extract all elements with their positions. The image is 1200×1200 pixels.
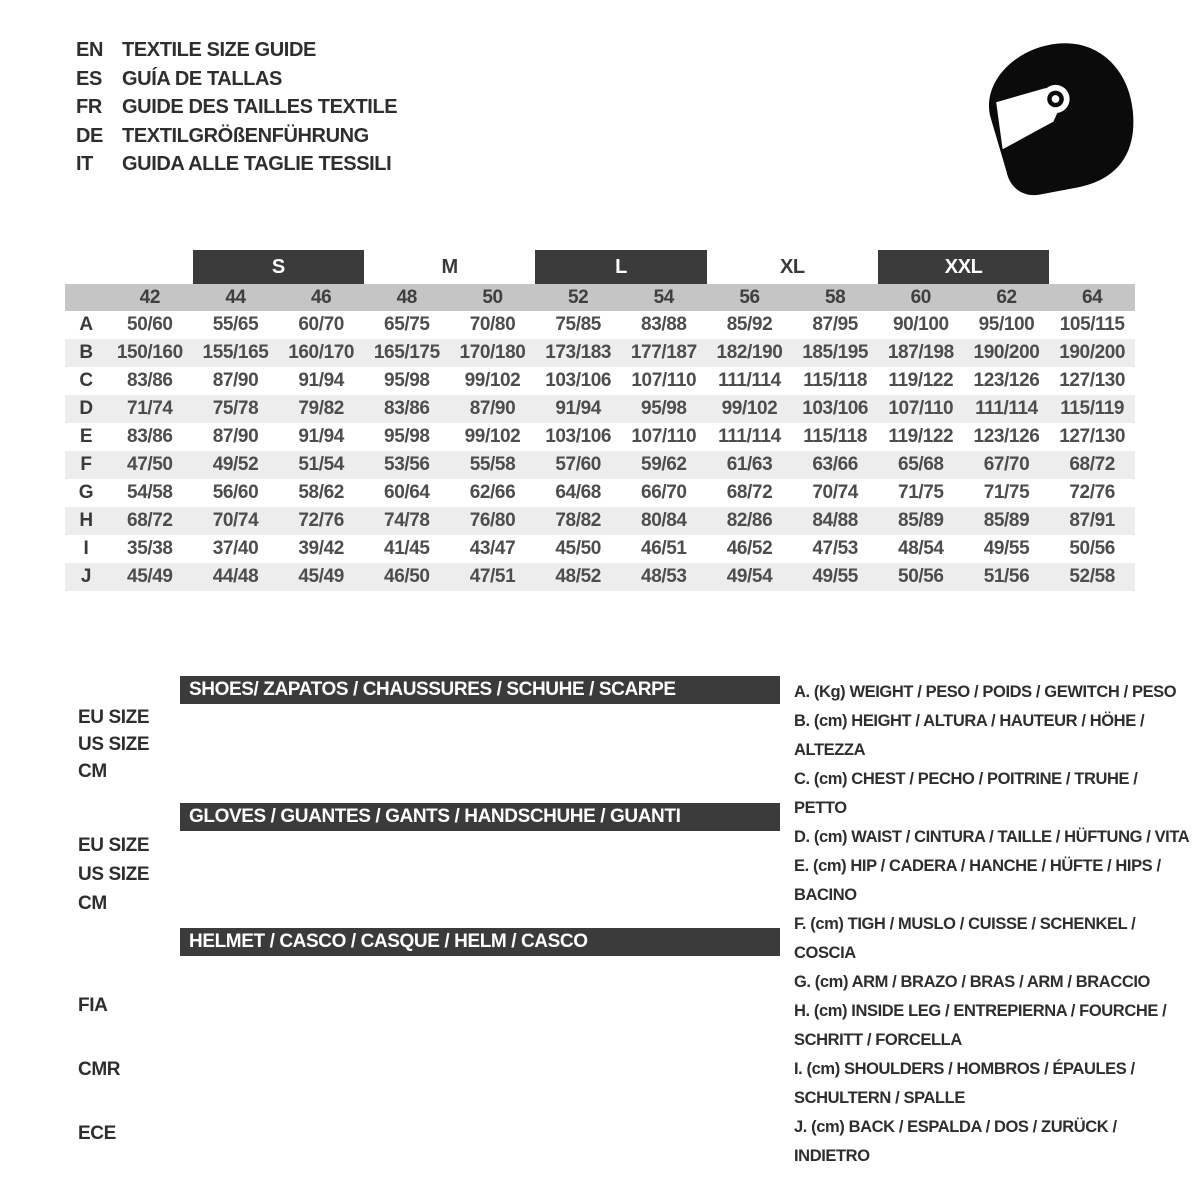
size-value-cell: 49/54 <box>726 566 773 587</box>
language-list <box>76 36 397 179</box>
table-row <box>65 1086 780 1118</box>
helmet-table-rows <box>65 958 780 1150</box>
racing-helmet-icon <box>970 28 1148 208</box>
size-value-cell: 39/42 <box>298 538 344 559</box>
size-value-cell: 48/53 <box>641 566 687 587</box>
size-value-cell: 71/74 <box>127 398 173 419</box>
size-value-cell: 155/165 <box>202 342 269 363</box>
size-value-cell: 87/90 <box>212 426 259 447</box>
size-value-cell: 91/94 <box>298 426 344 447</box>
table-row <box>65 451 1135 479</box>
size-value-cell: 61/63 <box>726 454 773 475</box>
size-value-cell: 49/52 <box>212 454 259 475</box>
table-row <box>65 563 1135 591</box>
row-label <box>65 958 180 990</box>
size-value-cell: 68/72 <box>1069 454 1115 475</box>
size-value-cell: 123/126 <box>973 370 1040 391</box>
size-value-cell: 119/122 <box>888 426 954 447</box>
size-header-cell: 44 <box>225 286 246 308</box>
language-row <box>76 36 397 65</box>
textile-size-table <box>65 250 1135 591</box>
row-letter: H <box>79 510 93 531</box>
size-value-cell: 107/110 <box>631 426 697 447</box>
legend-item: G. (cm) ARM / BRAZO / BRAS / ARM / BRACCIO <box>794 973 1150 991</box>
legend-item: E. (cm) HIP / CADERA / HANCHE / HÜFTE / HIPS / BACINO <box>794 857 1161 904</box>
size-value-cell: 111/114 <box>718 426 781 447</box>
size-header-cell: 46 <box>310 286 332 308</box>
gloves-table-title: GLOVES / GUANTES / GANTS / HANDSCHUHE / GUANTI <box>180 803 780 831</box>
size-value-cell: 87/91 <box>1069 510 1115 531</box>
row-label <box>65 1022 180 1054</box>
size-value-cell: 160/170 <box>288 342 355 363</box>
size-value-cell: 68/72 <box>726 482 773 503</box>
size-header-cell: 42 <box>139 286 160 308</box>
size-value-cell: 60/64 <box>384 482 430 503</box>
size-value-cell: 60/70 <box>298 314 344 335</box>
row-letter: I <box>83 538 89 559</box>
size-value-cell: 44/48 <box>212 566 259 587</box>
size-value-cell: 41/45 <box>384 538 430 559</box>
size-value-cell: 95/98 <box>384 426 430 447</box>
row-letter: A <box>79 314 93 335</box>
size-value-cell: 49/55 <box>983 538 1030 559</box>
table-row <box>65 367 1135 395</box>
size-number-header-row <box>65 284 1135 311</box>
shoes-table-title: SHOES/ ZAPATOS / CHAUSSURES / SCHUHE / SCARPE <box>180 676 780 704</box>
size-value-cell: 48/54 <box>898 538 944 559</box>
language-title: GUÍA DE TALLAS <box>122 67 282 90</box>
size-value-cell: 119/122 <box>888 370 954 391</box>
language-row <box>76 150 397 179</box>
size-value-cell: 52/58 <box>1069 566 1115 587</box>
row-letter: G <box>78 482 94 503</box>
size-value-cell: 47/51 <box>469 566 516 587</box>
table-row <box>65 731 780 758</box>
size-value-cell: 70/80 <box>469 314 516 335</box>
row-label: US SIZE <box>78 863 150 885</box>
size-value-cell: 87/90 <box>212 370 259 391</box>
size-value-cell: 95/98 <box>384 370 430 391</box>
row-label: US SIZE <box>78 733 150 755</box>
table-row <box>65 339 1135 367</box>
row-label: CMR <box>78 1059 121 1080</box>
size-value-cell: 46/51 <box>641 538 687 559</box>
textile-size-rows <box>65 311 1135 591</box>
helmet-table-title: HELMET / CASCO / CASQUE / HELM / CASCO <box>180 928 780 956</box>
size-value-cell: 115/118 <box>803 426 868 447</box>
language-title: GUIDE DES TAILLES TEXTILE <box>122 96 398 118</box>
size-value-cell: 65/68 <box>898 454 944 475</box>
size-value-cell: 64/68 <box>555 482 601 503</box>
size-value-cell: 47/53 <box>812 538 858 559</box>
size-value-cell: 80/84 <box>641 510 687 531</box>
size-value-cell: 72/76 <box>1069 482 1115 503</box>
size-band-label: S <box>193 250 364 284</box>
language-title: GUIDA ALLE TAGLIE TESSILI <box>122 153 392 175</box>
size-value-cell: 83/86 <box>127 426 173 447</box>
table-row <box>65 1022 780 1054</box>
size-header-cell: 60 <box>910 286 931 308</box>
size-header-cell: 52 <box>567 286 589 308</box>
measurement-legend <box>794 678 1192 1171</box>
row-label: ECE <box>78 1123 116 1144</box>
size-value-cell: 59/62 <box>641 454 687 475</box>
size-value-cell: 85/89 <box>983 510 1030 531</box>
table-row <box>65 395 1135 423</box>
size-value-cell: 190/200 <box>973 342 1040 363</box>
size-value-cell: 46/52 <box>726 538 773 559</box>
table-row <box>65 958 780 990</box>
size-value-cell: 62/66 <box>469 482 516 503</box>
size-value-cell: 83/88 <box>641 314 687 335</box>
size-value-cell: 58/62 <box>298 482 344 503</box>
size-value-cell: 68/72 <box>127 510 173 531</box>
legend-item: B. (cm) HEIGHT / ALTURA / HAUTEUR / HÖHE / ALTEZZA <box>794 712 1145 759</box>
table-row <box>65 831 780 860</box>
language-code: DE <box>76 124 103 147</box>
row-label <box>65 1086 180 1118</box>
size-value-cell: 177/187 <box>630 342 697 363</box>
language-row <box>76 122 397 151</box>
language-code: FR <box>76 96 102 118</box>
table-row <box>65 507 1135 535</box>
size-value-cell: 82/86 <box>726 510 773 531</box>
row-label: FIA <box>78 995 108 1016</box>
row-label: EU SIZE <box>78 834 150 856</box>
size-value-cell: 111/114 <box>975 398 1038 419</box>
size-value-cell: 95/100 <box>978 314 1035 335</box>
size-value-cell: 103/106 <box>545 426 612 447</box>
table-row <box>65 860 780 889</box>
gloves-table-rows <box>65 831 780 918</box>
size-value-cell: 78/82 <box>555 510 601 531</box>
size-value-cell: 75/78 <box>212 398 259 419</box>
size-value-cell: 150/160 <box>116 342 183 363</box>
size-value-cell: 182/190 <box>716 342 783 363</box>
size-value-cell: 67/70 <box>983 454 1030 475</box>
size-band-row <box>65 250 1135 284</box>
size-value-cell: 95/98 <box>641 398 687 419</box>
size-value-cell: 91/94 <box>555 398 601 419</box>
size-value-cell: 45/49 <box>298 566 344 587</box>
size-value-cell: 63/66 <box>812 454 858 475</box>
size-value-cell: 45/49 <box>127 566 173 587</box>
size-value-cell: 107/110 <box>888 398 954 419</box>
size-value-cell: 187/198 <box>887 342 954 363</box>
size-value-cell: 35/38 <box>127 538 173 559</box>
language-code: IT <box>76 153 93 175</box>
size-value-cell: 71/75 <box>898 482 944 503</box>
size-value-cell: 85/92 <box>726 314 773 335</box>
size-value-cell: 74/78 <box>384 510 430 531</box>
language-code: ES <box>76 67 102 90</box>
corner-cell <box>65 284 107 311</box>
row-letter: F <box>80 454 92 475</box>
language-title: TEXTILGRÖßENFÜHRUNG <box>122 124 369 147</box>
size-value-cell: 185/195 <box>802 342 869 363</box>
size-header-cell: 64 <box>1081 286 1103 308</box>
size-value-cell: 107/110 <box>631 370 697 391</box>
size-value-cell: 57/60 <box>555 454 601 475</box>
size-value-cell: 49/55 <box>812 566 858 587</box>
size-value-cell: 99/102 <box>464 370 521 391</box>
table-row <box>65 758 780 785</box>
size-value-cell: 71/75 <box>983 482 1030 503</box>
table-row <box>65 423 1135 451</box>
size-value-cell: 165/175 <box>373 342 440 363</box>
table-row <box>65 311 1135 339</box>
table-row <box>65 479 1135 507</box>
language-title: TEXTILE SIZE GUIDE <box>122 39 316 61</box>
size-value-cell: 65/75 <box>384 314 430 335</box>
accessory-tables <box>65 676 780 1150</box>
size-band-label: L <box>535 250 706 284</box>
size-header-cell: 48 <box>396 286 417 308</box>
size-header-cell: 62 <box>996 286 1017 308</box>
size-value-cell: 87/95 <box>812 314 858 335</box>
size-value-cell: 83/86 <box>127 370 173 391</box>
size-value-cell: 70/74 <box>812 482 858 503</box>
size-value-cell: 83/86 <box>384 398 430 419</box>
size-header-cell: 54 <box>653 286 674 308</box>
size-value-cell: 66/70 <box>641 482 687 503</box>
size-value-cell: 105/115 <box>1059 314 1125 335</box>
size-value-cell: 91/94 <box>298 370 344 391</box>
shoes-table-rows <box>65 704 780 785</box>
size-value-cell: 99/102 <box>464 426 521 447</box>
size-value-cell: 70/74 <box>212 510 259 531</box>
size-value-cell: 170/180 <box>459 342 526 363</box>
size-value-cell: 75/85 <box>555 314 601 335</box>
legend-item: D. (cm) WAIST / CINTURA / TAILLE / HÜFTUNG / VITA <box>794 828 1190 846</box>
size-header-cell: 50 <box>482 286 503 308</box>
size-value-cell: 72/76 <box>298 510 344 531</box>
size-value-cell: 115/118 <box>803 370 868 391</box>
size-value-cell: 123/126 <box>973 426 1040 447</box>
size-value-cell: 56/60 <box>212 482 259 503</box>
size-value-cell: 43/47 <box>469 538 516 559</box>
table-row <box>65 1118 780 1150</box>
size-value-cell: 79/82 <box>298 398 344 419</box>
size-value-cell: 190/200 <box>1059 342 1126 363</box>
language-row <box>76 65 397 94</box>
size-value-cell: 54/58 <box>127 482 173 503</box>
size-value-cell: 111/114 <box>718 370 781 391</box>
size-value-cell: 51/54 <box>298 454 344 475</box>
size-value-cell: 53/56 <box>384 454 430 475</box>
size-value-cell: 85/89 <box>898 510 944 531</box>
row-letter: J <box>80 566 92 587</box>
language-row <box>76 93 397 122</box>
size-value-cell: 115/119 <box>1060 398 1125 419</box>
size-header-cell: 56 <box>739 286 760 308</box>
table-row <box>65 704 780 731</box>
language-code: EN <box>76 39 103 61</box>
size-header-cell: 58 <box>824 286 846 308</box>
size-value-cell: 84/88 <box>812 510 858 531</box>
size-value-cell: 50/60 <box>127 314 173 335</box>
size-value-cell: 48/52 <box>555 566 601 587</box>
size-value-cell: 47/50 <box>127 454 173 475</box>
table-row <box>65 990 780 1022</box>
legend-item: J. (cm) BACK / ESPALDA / DOS / ZURÜCK / INDIETRO <box>794 1118 1117 1165</box>
legend-item: C. (cm) CHEST / PECHO / POITRINE / TRUHE / PETTO <box>794 770 1138 817</box>
row-letter: E <box>79 426 93 447</box>
size-value-cell: 103/106 <box>802 398 869 419</box>
row-label: CM <box>78 760 107 782</box>
size-value-cell: 76/80 <box>469 510 516 531</box>
size-band-label: XXL <box>878 250 1049 284</box>
size-value-cell: 37/40 <box>212 538 259 559</box>
size-value-cell: 87/90 <box>469 398 516 419</box>
size-value-cell: 55/58 <box>469 454 516 475</box>
row-letter: C <box>79 370 93 391</box>
size-value-cell: 127/130 <box>1059 426 1126 447</box>
size-value-cell: 51/56 <box>983 566 1030 587</box>
size-band-label: XL <box>779 255 805 278</box>
row-letter: D <box>79 398 93 419</box>
row-label: CM <box>78 892 107 914</box>
size-value-cell: 55/65 <box>212 314 259 335</box>
size-value-cell: 50/56 <box>1069 538 1115 559</box>
table-row <box>65 535 1135 563</box>
table-row <box>65 1054 780 1086</box>
table-row <box>65 889 780 918</box>
size-value-cell: 127/130 <box>1059 370 1126 391</box>
size-value-cell: 99/102 <box>721 398 778 419</box>
row-label: EU SIZE <box>78 706 150 728</box>
size-value-cell: 50/56 <box>898 566 944 587</box>
size-value-cell: 173/183 <box>545 342 612 363</box>
size-value-cell: 45/50 <box>555 538 601 559</box>
size-value-cell: 103/106 <box>545 370 612 391</box>
legend-item: A. (Kg) WEIGHT / PESO / POIDS / GEWITCH / PESO <box>794 683 1177 701</box>
legend-item: F. (cm) TIGH / MUSLO / CUISSE / SCHENKEL / COSCIA <box>794 915 1136 962</box>
size-value-cell: 90/100 <box>892 314 949 335</box>
size-value-cell: 46/50 <box>384 566 430 587</box>
legend-item: I. (cm) SHOULDERS / HOMBROS / ÉPAULES / SCHULTERN / SPALLE <box>794 1060 1135 1107</box>
row-letter: B <box>79 342 93 363</box>
legend-item: H. (cm) INSIDE LEG / ENTREPIERNA / FOURCHE / SCHRITT / FORCELLA <box>794 1002 1167 1049</box>
size-band-label: M <box>441 255 458 278</box>
